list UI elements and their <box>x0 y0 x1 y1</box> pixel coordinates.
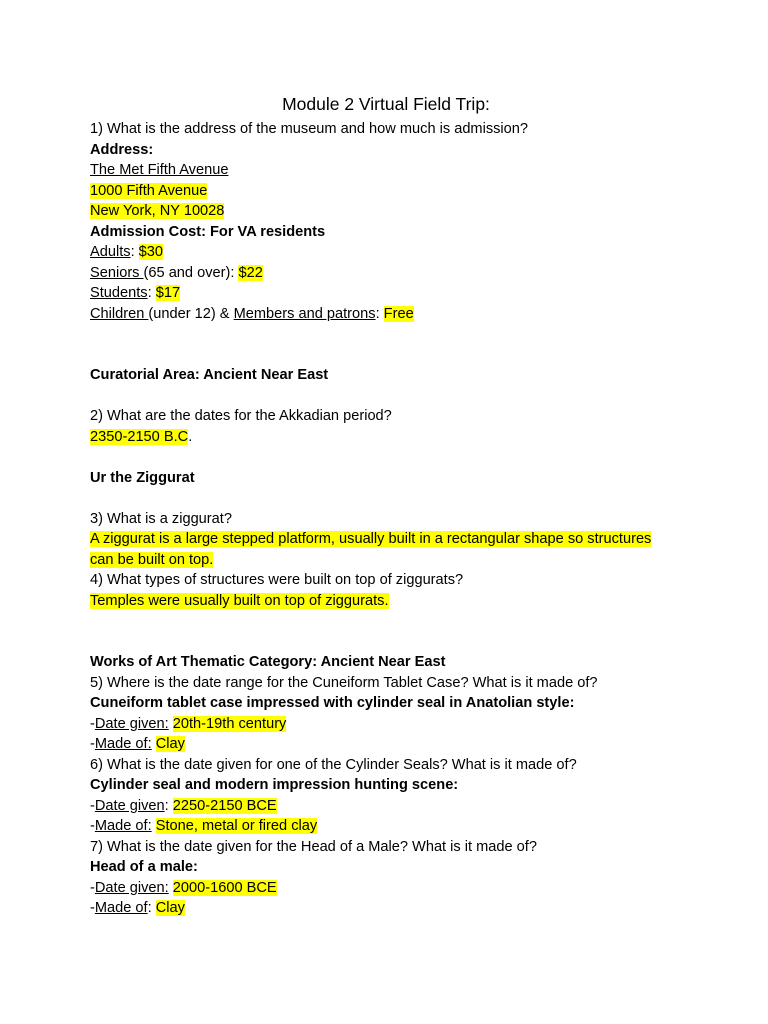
seniors-line <box>90 263 690 284</box>
works-of-art-heading: Works of Art Thematic Category: Ancient Near East <box>90 654 446 670</box>
children-label: Children <box>90 305 149 322</box>
students-label: Students <box>90 285 148 301</box>
q7-date-line <box>90 878 690 899</box>
q6-date-line <box>90 796 690 817</box>
akkadian-dates: 2350-2150 B.C <box>90 428 189 445</box>
q7-date-value: 2000-1600 BCE <box>172 879 277 896</box>
q5-date-line <box>90 714 690 735</box>
seniors-note: (65 and over): <box>143 264 239 281</box>
question-6: 6) What is the date given for one of the Cylinder Seals? What is it made of? <box>90 756 577 773</box>
address-label: Address: <box>90 141 154 158</box>
q6-made-prefix: - <box>90 818 95 834</box>
spacer <box>90 324 690 365</box>
q5-made-prefix: - <box>90 736 95 752</box>
answer-2-line <box>90 427 690 448</box>
museum-name-line <box>90 160 690 181</box>
seniors-label: Seniors <box>90 264 144 281</box>
members-separator: : <box>375 305 384 322</box>
q5-date-label: Date given: <box>94 715 169 732</box>
admission-label: Admission Cost: For VA residents <box>90 223 326 240</box>
curatorial-area-heading: Curatorial Area: Ancient Near East <box>90 367 329 383</box>
q7-made-prefix: - <box>90 900 95 916</box>
q7-made-label: Made of <box>94 900 148 916</box>
answer-3-line-1 <box>90 529 690 550</box>
question-5: 5) Where is the date range for the Cuneiform Tablet Case? What is it made of? <box>90 674 598 691</box>
adults-line <box>90 242 690 263</box>
street-address: 1000 Fifth Avenue <box>90 182 208 199</box>
adults-label: Adults <box>90 244 131 260</box>
q6-made-label: Made of: <box>94 818 152 834</box>
q7-made-line <box>90 898 690 919</box>
adults-separator: : <box>130 244 139 260</box>
answer-4-line <box>90 591 690 612</box>
answer-3-line-2 <box>90 550 690 571</box>
spacer <box>90 611 690 652</box>
city-state-zip: New York, NY 10028 <box>90 203 225 219</box>
spacer <box>90 447 690 468</box>
object-head-of-male: Head of a male: <box>90 859 198 875</box>
q6-date-prefix: - <box>90 797 95 814</box>
museum-name: The Met Fifth Avenue <box>90 162 229 178</box>
q6-date-value: 2250-2150 BCE <box>172 797 277 814</box>
ziggurat-structures-answer: Temples were usually built on top of ziggurats. <box>90 592 389 609</box>
city-line <box>90 201 690 222</box>
spacer <box>90 386 690 407</box>
spacer <box>90 488 690 509</box>
students-price: $17 <box>155 285 181 301</box>
ur-ziggurat-heading: Ur the Ziggurat <box>90 469 195 486</box>
question-1: 1) What is the address of the museum and how much is admission? <box>90 121 529 137</box>
children-note: (under 12) & <box>148 305 234 322</box>
q5-made-line <box>90 734 690 755</box>
q6-made-line <box>90 816 690 837</box>
question-2: 2) What are the dates for the Akkadian period? <box>90 408 392 424</box>
ziggurat-definition-1: A ziggurat is a large stepped platform, usually built in a rectangular shape so structures <box>90 531 652 547</box>
street-line <box>90 181 690 202</box>
object-cylinder-seal: Cylinder seal and modern impression hunting scene: <box>90 777 459 793</box>
q5-made-value: Clay <box>155 736 185 752</box>
seniors-price: $22 <box>238 264 263 281</box>
children-members-line <box>90 304 690 325</box>
document-page <box>90 92 690 919</box>
q7-date-label: Date given: <box>94 879 169 896</box>
students-separator: : <box>147 285 156 301</box>
q5-date-prefix: - <box>90 715 95 732</box>
q5-date-value: 20th-19th century <box>172 715 287 732</box>
ziggurat-definition-2: can be built on top. <box>90 551 214 568</box>
q6-date-label: Date given <box>94 797 165 814</box>
q5-made-label: Made of: <box>94 736 152 752</box>
q6-date-sep: : <box>164 797 173 814</box>
members-price: Free <box>383 305 414 322</box>
question-3: 3) What is a ziggurat? <box>90 510 232 527</box>
q7-made-sep: : <box>147 900 156 916</box>
object-cuneiform-tablet: Cuneiform tablet case impressed with cylinder seal in Anatolian style: <box>90 695 575 711</box>
q6-made-value: Stone, metal or fired clay <box>155 818 318 834</box>
students-line <box>90 283 690 304</box>
answer-2-tail: . <box>188 428 193 445</box>
q7-made-value: Clay <box>155 900 185 916</box>
members-label: Members and patrons <box>233 305 376 322</box>
q7-date-prefix: - <box>90 879 95 896</box>
adults-price: $30 <box>138 244 164 260</box>
question-4: 4) What types of structures were built on top of ziggurats? <box>90 572 464 588</box>
document-title: Module 2 Virtual Field Trip: <box>282 94 490 114</box>
question-7: 7) What is the date given for the Head of a Male? What is it made of? <box>90 838 537 855</box>
